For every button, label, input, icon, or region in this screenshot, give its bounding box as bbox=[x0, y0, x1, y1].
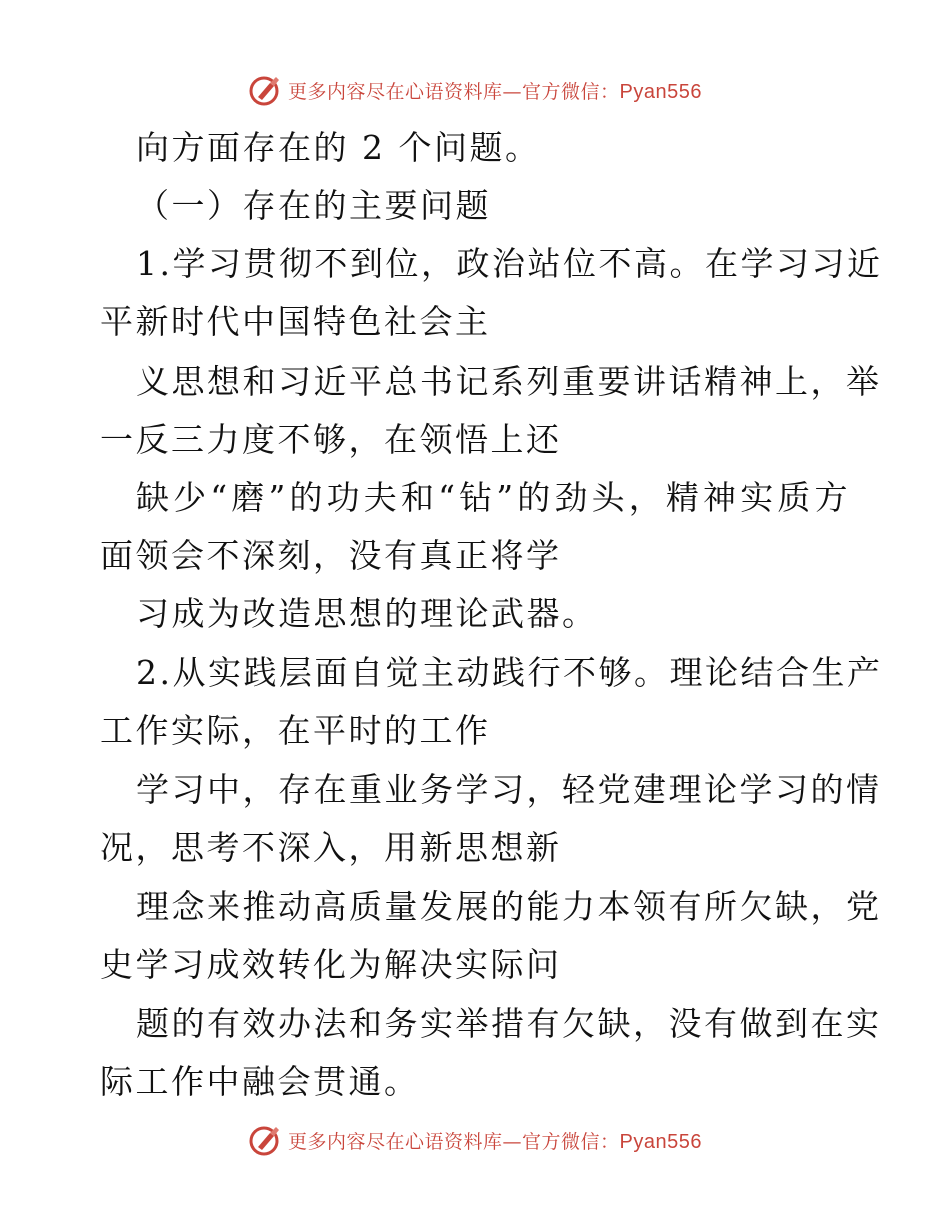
paragraph-line: 题的有效办法和务实举措有欠缺，没有做到在实 bbox=[136, 1004, 882, 1043]
paragraph-line: 缺少“磨”的功夫和“钻”的劲头，精神实质方 bbox=[136, 478, 850, 517]
pen-logo-icon bbox=[248, 1123, 282, 1157]
section-heading: （一）存在的主要问题 bbox=[136, 186, 491, 225]
paragraph-line: 一反三力度不够，在领悟上还 bbox=[100, 420, 562, 459]
watermark-text: 更多内容尽在心语资料库—官方微信：Pyan556 bbox=[288, 1130, 702, 1153]
paragraph-line: 史学习成效转化为解决实际问 bbox=[100, 945, 562, 984]
paragraph-line: 2.从实践层面自觉主动践行不够。理论结合生产 bbox=[136, 653, 883, 692]
paragraph-line: 向方面存在的 2 个问题。 bbox=[136, 128, 541, 167]
paragraph-line: 平新时代中国特色社会主 bbox=[100, 302, 491, 341]
header-watermark bbox=[0, 70, 950, 110]
footer-watermark bbox=[0, 1120, 950, 1160]
paragraph-line: 义思想和习近平总书记系列重要讲话精神上，举 bbox=[136, 362, 882, 401]
paragraph-line: 面领会不深刻，没有真正将学 bbox=[100, 536, 562, 575]
watermark-text: 更多内容尽在心语资料库—官方微信：Pyan556 bbox=[288, 80, 702, 103]
pen-logo-icon bbox=[248, 73, 282, 107]
paragraph-line: 学习中，存在重业务学习，轻党建理论学习的情 bbox=[136, 770, 882, 809]
paragraph-line: 习成为改造思想的理论武器。 bbox=[136, 594, 598, 633]
paragraph-line: 理念来推动高质量发展的能力本领有所欠缺，党 bbox=[136, 887, 882, 926]
paragraph-line: 况，思考不深入，用新思想新 bbox=[100, 828, 562, 867]
paragraph-line: 工作实际，在平时的工作 bbox=[100, 711, 491, 750]
paragraph-line: 1.学习贯彻不到位，政治站位不高。在学习习近 bbox=[136, 244, 883, 283]
paragraph-line: 际工作中融会贯通。 bbox=[100, 1062, 420, 1101]
